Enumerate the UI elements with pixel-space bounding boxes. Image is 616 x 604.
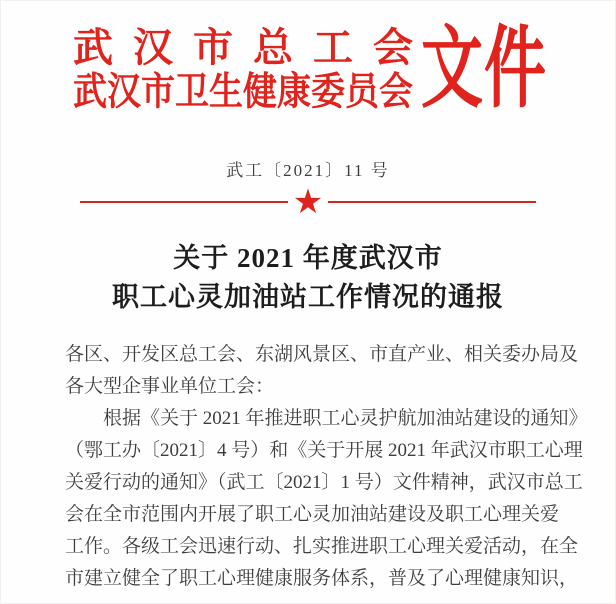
org-name-line1: 武汉市总工会 (73, 25, 413, 70)
body-line: 各区、开发区总工会、东湖风景区、市直产业、相关委办局及 (65, 344, 579, 365)
body-line: 市建立健全了职工心理健康服务体系，普及了心理健康知识， (65, 568, 579, 589)
divider-line-left (80, 201, 288, 203)
divider-line-right (328, 201, 536, 203)
body-line: 关爱行动的通知》（武工〔2021〕1 号）文件精神，武汉市总工 (65, 472, 583, 493)
document-body (65, 339, 588, 595)
letterhead (73, 21, 548, 119)
org-name-line2: 武汉市卫生健康委员会 (73, 71, 413, 114)
body-line: 根据《关于 2021 年推进职工心灵护航加油站建设的通知》 (103, 408, 588, 429)
document-type-label: 文件 (421, 21, 548, 119)
body-line: 会在全市范围内开展了职工心灵加油站建设及职工心理关爱 (65, 504, 560, 525)
body-line: 各大型企事业单位工会： (65, 376, 275, 397)
issuing-organizations (73, 25, 413, 115)
document-number: 武工〔2021〕11 号 (226, 161, 390, 180)
red-divider: ★ (80, 201, 536, 203)
document-title-line2: 职工心灵加油站工作情况的通报 (112, 282, 504, 312)
document-title-line1: 关于 2021 年度武汉市 (173, 243, 443, 273)
body-line: 工作。各级工会迅速行动、扎实推进职工心理关爱活动，在全 (65, 536, 579, 557)
document-title (1, 239, 615, 317)
body-line: （鄂工办〔2021〕4 号）和《关于开展 2021 年武汉市职工心理 (65, 440, 583, 461)
